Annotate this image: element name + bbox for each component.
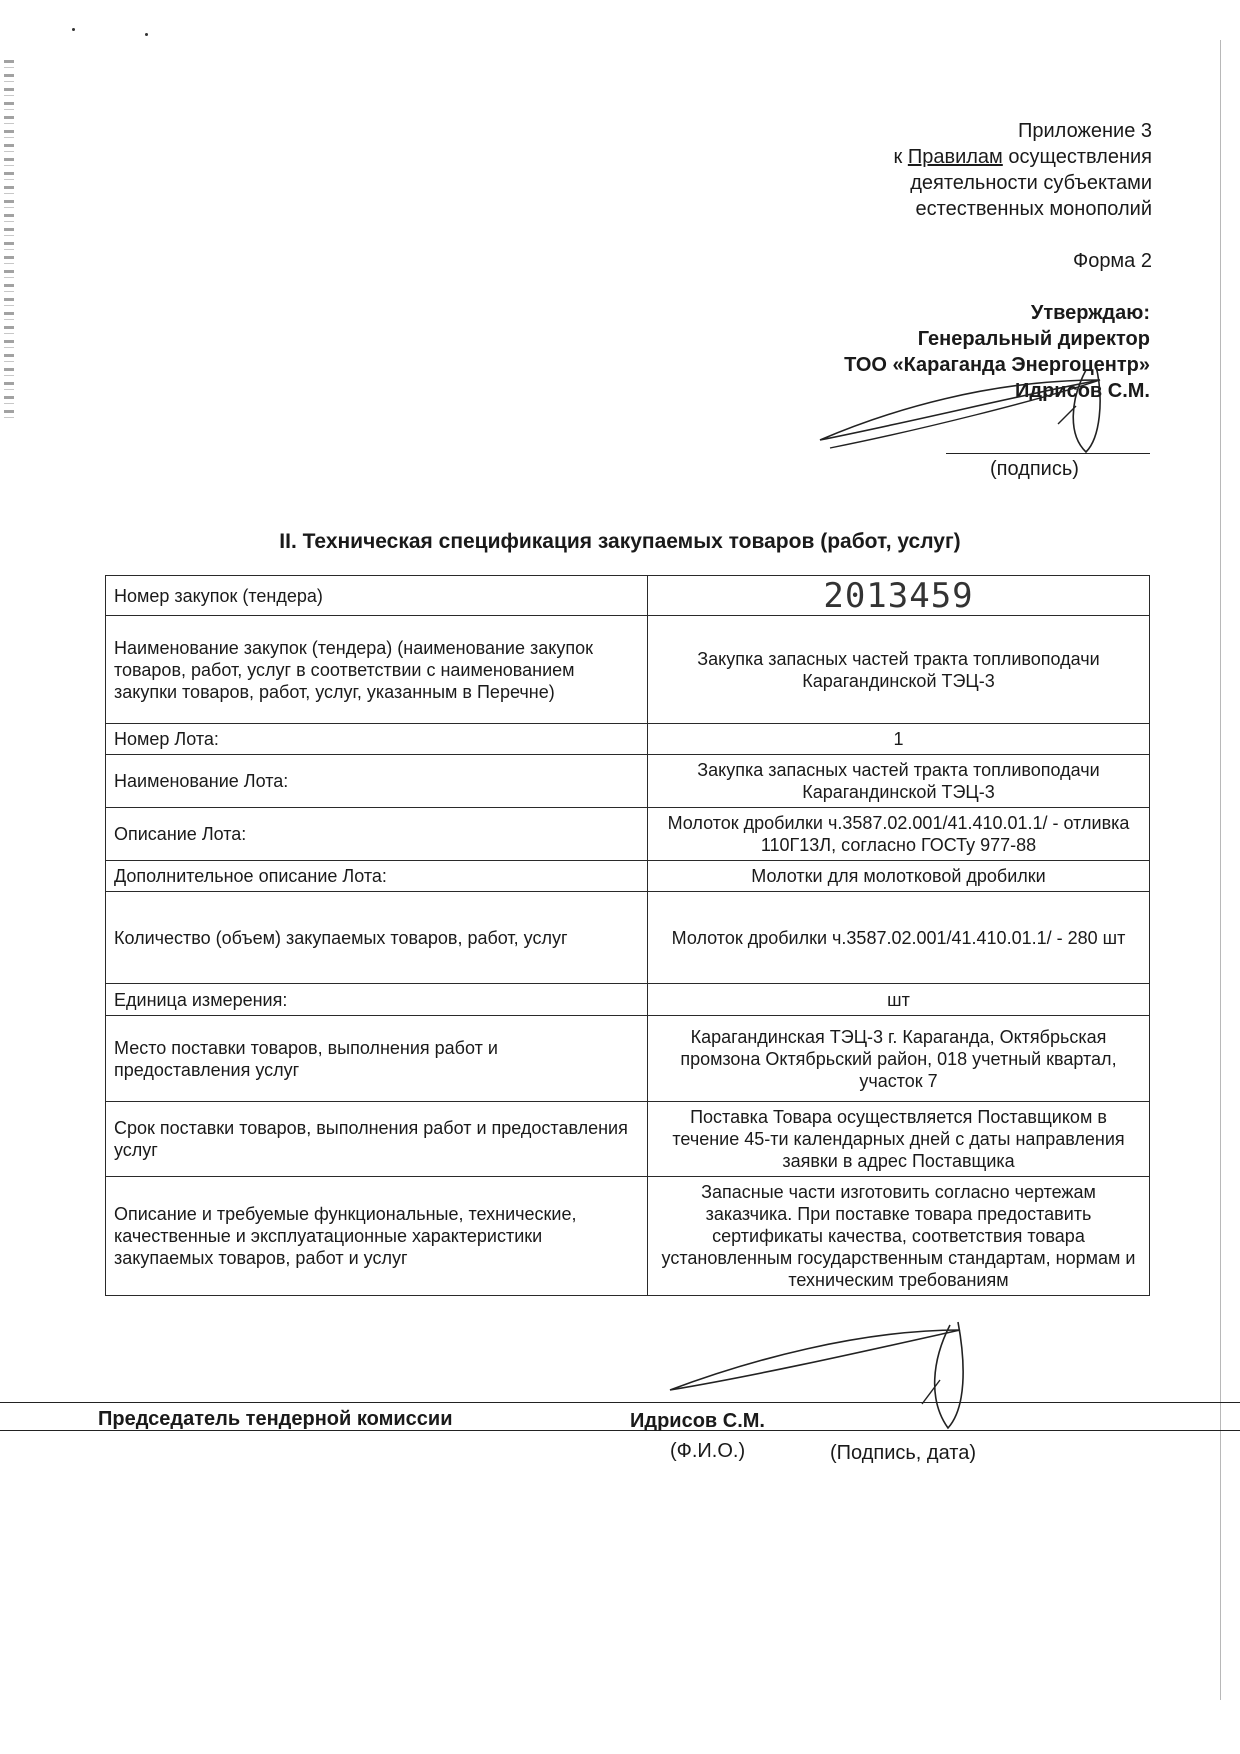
approval-line-2: Генеральный директор [917, 328, 1150, 350]
row-value: Карагандинская ТЭЦ-3 г. Караганда, Октябрьская промзона Октябрьский район, 018 учетный квартал, участок 7 [648, 1016, 1150, 1102]
scan-edge-line [1220, 40, 1221, 1700]
scan-dot [145, 33, 148, 36]
footer-rule [0, 1402, 1240, 1403]
signature-line [946, 453, 1150, 454]
table-row [106, 616, 1150, 724]
row-value: шт [648, 984, 1150, 1016]
approval-line-3: ТОО «Караганда Энергоцентр» [844, 354, 1150, 376]
row-value: Закупка запасных частей тракта топливоподачи Карагандинской ТЭЦ-3 [648, 616, 1150, 724]
table-row [106, 808, 1150, 861]
signature-caption: (подпись) [990, 458, 1079, 480]
row-label: Место поставки товаров, выполнения работ и предоставления услуг [106, 1016, 648, 1102]
specification-title: II. Техническая спецификация закупаемых товаров (работ, услуг) [279, 530, 961, 553]
table-row [106, 861, 1150, 892]
row-value: Поставка Товара осуществляется Поставщиком в течение 45-ти календарных дней с даты направления заявки в адрес Поставщика [648, 1102, 1150, 1177]
appendix-line-4: естественных монополий [915, 198, 1152, 220]
scan-dot [72, 28, 75, 31]
table-row [106, 1016, 1150, 1102]
row-value: 1 [648, 724, 1150, 755]
chairman-name: Идрисов С.М. [630, 1410, 765, 1432]
row-value: Молоток дробилки ч.3587.02.001/41.410.01.1/ - 280 шт [648, 892, 1150, 984]
appendix-header [894, 118, 1152, 222]
table-row [106, 892, 1150, 984]
table-row [106, 755, 1150, 808]
tender-number-handwritten: 2013459 [648, 576, 1150, 616]
approval-line-4: Идрисов С.М. [1015, 380, 1150, 402]
row-value: Запасные части изготовить согласно чертежам заказчика. При поставке товара предоставить сертификаты качества, соответствия товара установленным государственным стандартам, нормам и техническим требованиям [648, 1177, 1150, 1296]
row-label: Описание Лота: [106, 808, 648, 861]
appendix-line-1: Приложение 3 [1018, 120, 1152, 142]
row-value: Молоток дробилки ч.3587.02.001/41.410.01.1/ - отливка 110Г13Л, согласно ГОСТу 977-88 [648, 808, 1150, 861]
row-value: Молотки для молотковой дробилки [648, 861, 1150, 892]
table-row [106, 576, 1150, 616]
row-label: Единица измерения: [106, 984, 648, 1016]
scan-edge-artifact [4, 60, 14, 420]
row-label: Срок поставки товаров, выполнения работ и предоставления услуг [106, 1102, 648, 1177]
specification-table [105, 575, 1150, 1296]
rules-link: Правилам [907, 146, 1003, 168]
form-number: Форма 2 [1072, 250, 1152, 272]
row-label: Наименование закупок (тендера) (наименование закупок товаров, работ, услуг в соответствии с наименованием закупки товаров, работ, услуг, указанным в Перечне) [106, 616, 648, 724]
director-signature [800, 360, 1140, 460]
row-label: Номер закупок (тендера) [106, 576, 648, 616]
appendix-line-2: к Правилам осуществления [893, 146, 1152, 168]
row-value: Закупка запасных частей тракта топливоподачи Карагандинской ТЭЦ-3 [648, 755, 1150, 808]
approval-line-1: Утверждаю: [1030, 302, 1150, 324]
row-label: Наименование Лота: [106, 755, 648, 808]
row-label: Номер Лота: [106, 724, 648, 755]
chairman-label: Председатель тендерной комиссии [98, 1408, 453, 1430]
row-label: Описание и требуемые функциональные, технические, качественные и эксплуатационные характеристики закупаемых товаров, работ и услуг [106, 1177, 648, 1296]
table-row [106, 984, 1150, 1016]
table-row [106, 724, 1150, 755]
row-label: Дополнительное описание Лота: [106, 861, 648, 892]
table-row [106, 1177, 1150, 1296]
fio-caption: (Ф.И.О.) [670, 1440, 746, 1462]
table-row [106, 1102, 1150, 1177]
appendix-line-3: деятельности субъектами [910, 172, 1152, 194]
row-label: Количество (объем) закупаемых товаров, работ, услуг [106, 892, 648, 984]
signature-date-caption: (Подпись, дата) [830, 1442, 976, 1464]
